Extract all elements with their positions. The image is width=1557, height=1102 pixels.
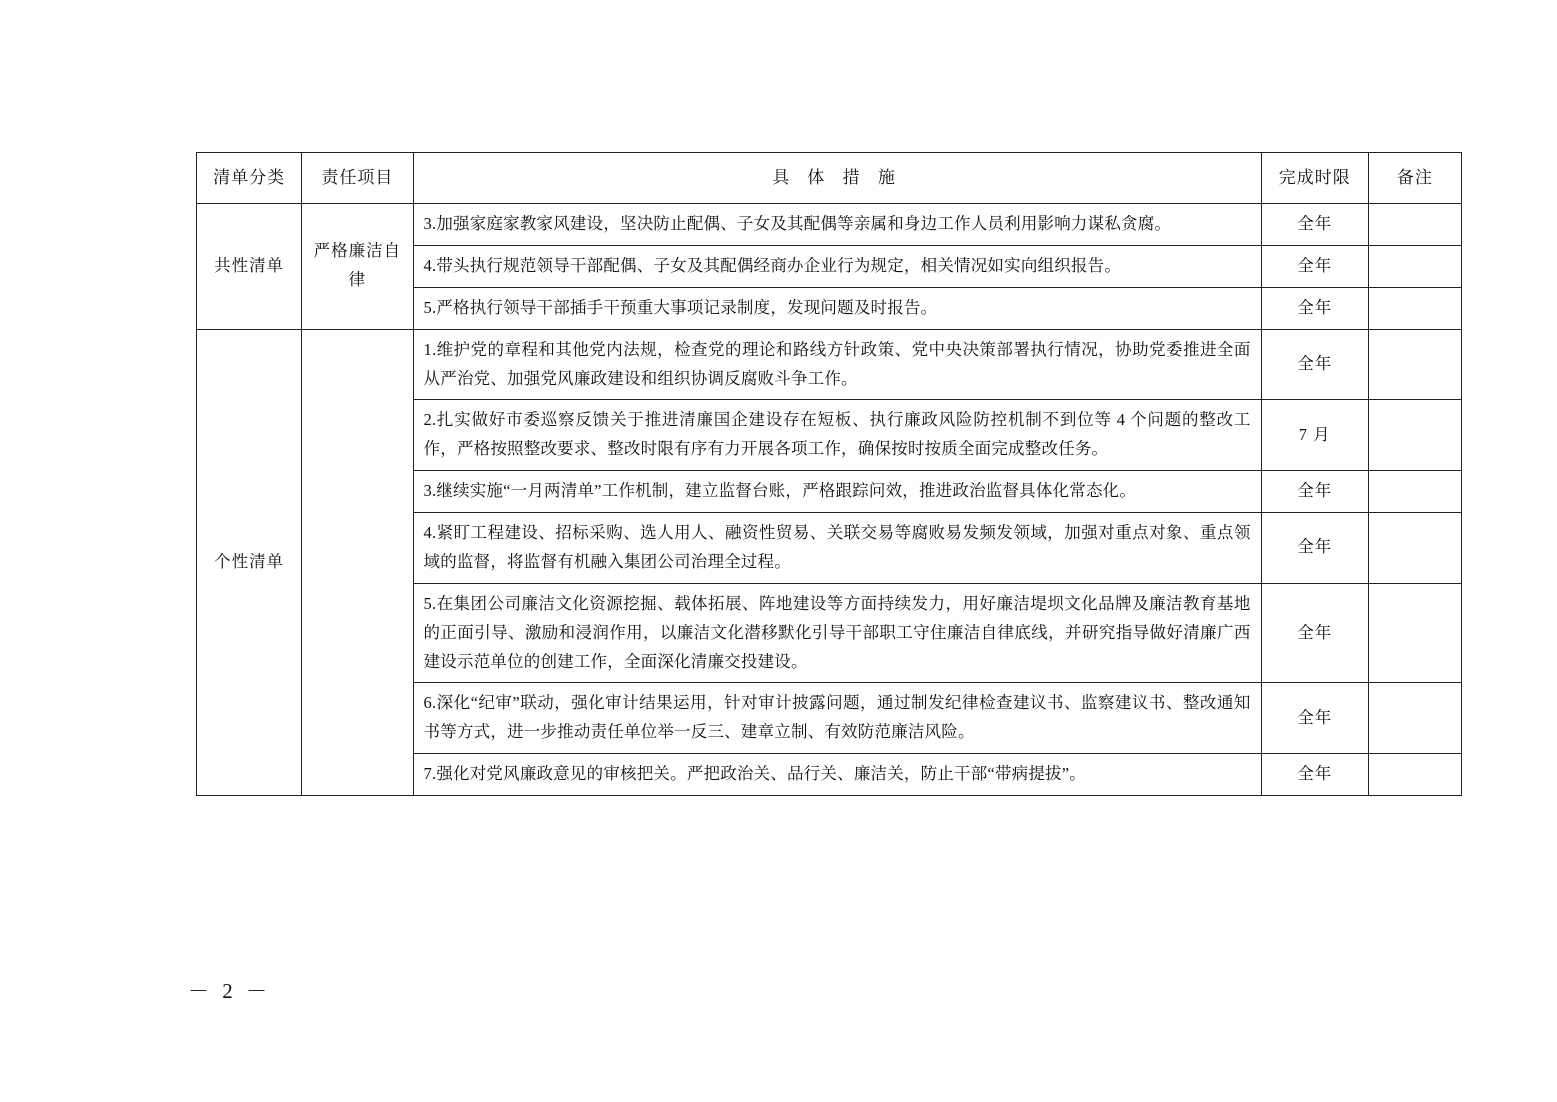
note-text (1368, 513, 1461, 584)
deadline-text: 全年 (1261, 329, 1368, 400)
note-text (1368, 204, 1461, 246)
table-row (197, 204, 1462, 246)
group-item-blank (302, 329, 413, 795)
measure-text: 6.深化“纪审”联动，强化审计结果运用，针对审计披露问题，通过制发纪律检查建议书、监察建议书、整改通知书等方式，进一步推动责任单位举一反三、建章立制、有效防范廉洁风险。 (413, 683, 1261, 754)
deadline-text: 全年 (1261, 754, 1368, 796)
header-deadline: 完成时限 (1261, 153, 1368, 204)
deadline-text: 全年 (1261, 683, 1368, 754)
responsibility-list-table (196, 152, 1462, 796)
deadline-text: 全年 (1261, 287, 1368, 329)
note-text (1368, 683, 1461, 754)
measure-text: 3.继续实施“一月两清单”工作机制，建立监督台账，严格跟踪问效，推进政治监督具体化常态化。 (413, 471, 1261, 513)
measure-text: 2.扎实做好市委巡察反馈关于推进清廉国企建设存在短板、执行廉政风险防控机制不到位等 4 个问题的整改工作，严格按照整改要求、整改时限有序有力开展各项工作，确保按时按质全面完成整改任务。 (413, 400, 1261, 471)
measure-text: 4.带头执行规范领导干部配偶、子女及其配偶经商办企业行为规定，相关情况如实向组织报告。 (413, 245, 1261, 287)
measure-text: 4.紧盯工程建设、招标采购、选人用人、融资性贸易、关联交易等腐败易发频发领域，加强对重点对象、重点领域的监督，将监督有机融入集团公司治理全过程。 (413, 513, 1261, 584)
measure-text: 5.严格执行领导干部插手干预重大事项记录制度，发现问题及时报告。 (413, 287, 1261, 329)
table-header-row (197, 153, 1462, 204)
header-category: 清单分类 (197, 153, 302, 204)
group-category-common: 共性清单 (197, 204, 302, 330)
group-category-individual: 个性清单 (197, 329, 302, 795)
note-text (1368, 400, 1461, 471)
deadline-text: 全年 (1261, 245, 1368, 287)
note-text (1368, 245, 1461, 287)
header-measures: 具 体 措 施 (413, 153, 1261, 204)
note-text (1368, 754, 1461, 796)
header-item: 责任项目 (302, 153, 413, 204)
measure-text: 3.加强家庭家教家风建设，坚决防止配偶、子女及其配偶等亲属和身边工作人员利用影响力谋私贪腐。 (413, 204, 1261, 246)
table-row (197, 329, 1462, 400)
deadline-text: 全年 (1261, 471, 1368, 513)
note-text (1368, 329, 1461, 400)
deadline-text: 全年 (1261, 513, 1368, 584)
note-text (1368, 287, 1461, 329)
note-text (1368, 583, 1461, 683)
measure-text: 1.维护党的章程和其他党内法规，检查党的理论和路线方针政策、党中央决策部署执行情况，协助党委推进全面从严治党、加强党风廉政建设和组织协调反腐败斗争工作。 (413, 329, 1261, 400)
page-number: － 2 － (188, 979, 271, 1003)
note-text (1368, 471, 1461, 513)
measure-text: 7.强化对党风廉政意见的审核把关。严把政治关、品行关、廉洁关，防止干部“带病提拔”。 (413, 754, 1261, 796)
measure-text: 5.在集团公司廉洁文化资源挖掘、载体拓展、阵地建设等方面持续发力，用好廉洁堤坝文化品牌及廉洁教育基地的正面引导、激励和浸润作用，以廉洁文化潜移默化引导干部职工守住廉洁自律底线，并研究指导做好清廉广西建设示范单位的创建工作，全面深化清廉交投建设。 (413, 583, 1261, 683)
deadline-text: 全年 (1261, 583, 1368, 683)
header-note: 备注 (1368, 153, 1461, 204)
deadline-text: 全年 (1261, 204, 1368, 246)
group-item-discipline: 严格廉洁自律 (302, 204, 413, 330)
deadline-text: 7 月 (1261, 400, 1368, 471)
